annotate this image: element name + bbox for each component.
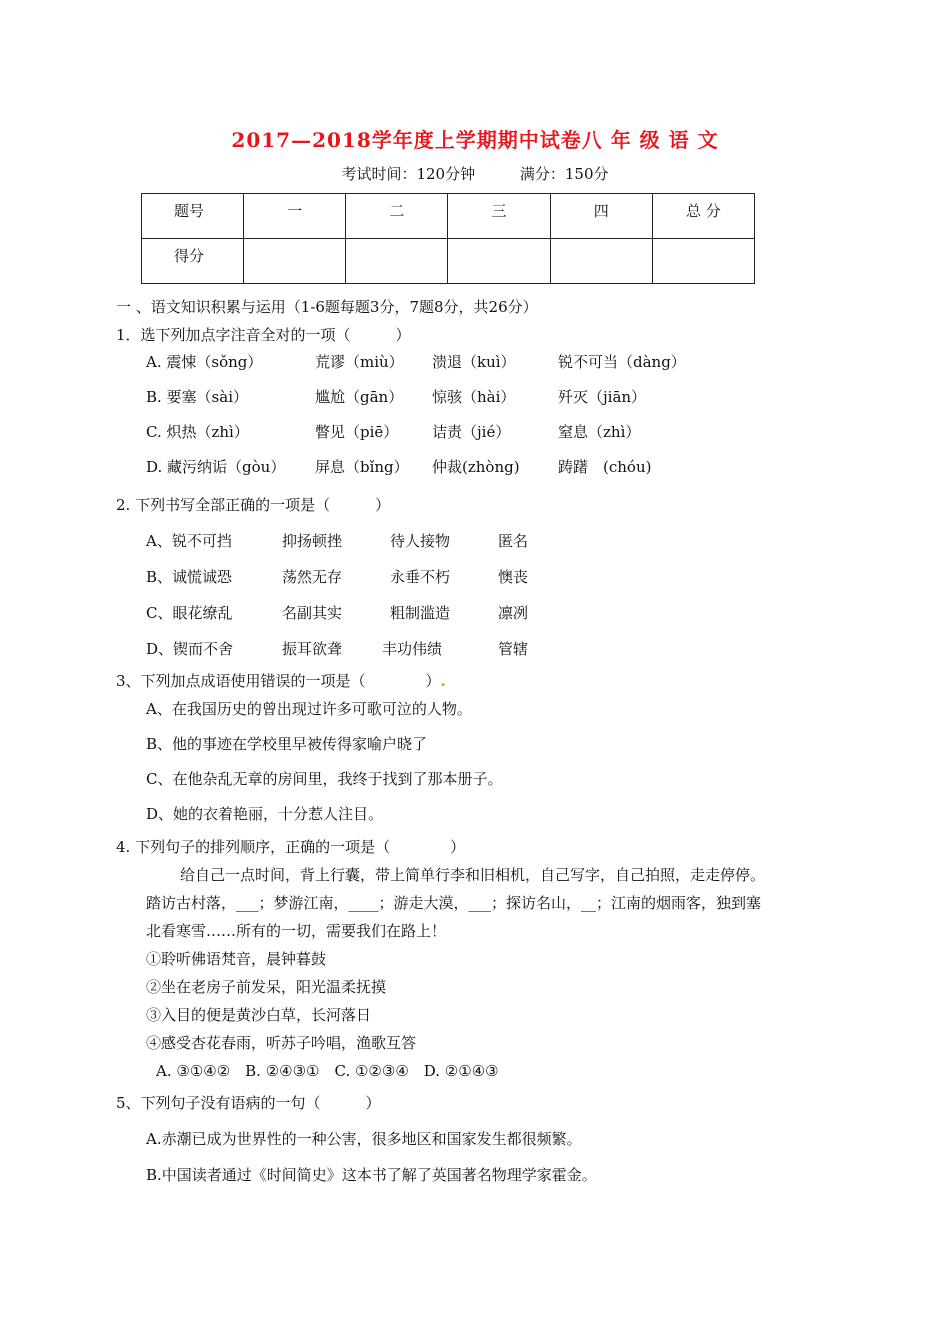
score-table-score-row (142, 239, 755, 284)
score-row-label: 得分 (142, 239, 244, 284)
q2-word: 待人接物 (390, 532, 451, 550)
score-table-header-row (142, 194, 755, 239)
score-table-header: 四 (550, 194, 652, 239)
score-table-header: 总 分 (652, 194, 754, 239)
q5-option-a: A.赤潮已成为世界性的一种公害，很多地区和国家发生都很频繁。 (146, 1130, 582, 1148)
score-cell (448, 239, 550, 284)
q3-stem-dot: . (440, 672, 446, 690)
exam-title: 2017—2018学年度上学期期中试卷八 年 级 语 文 (231, 128, 719, 152)
score-table-header: 题号 (142, 194, 244, 239)
full-score: 满分：150分 (519, 165, 609, 183)
q2-word: A、锐不可挡 (146, 532, 232, 550)
q3-stem (116, 670, 446, 691)
q4-passage-line-3: 北看寒雪……所有的一切，需要我们在路上！ (146, 922, 447, 940)
q2-word: 管辖 (498, 640, 529, 658)
q1-option-c1: C. 炽热（zhì） (146, 423, 249, 441)
q2-word: C、眼花缭乱 (146, 604, 233, 622)
q4-item-1: ①聆听佛语梵音，晨钟暮鼓 (146, 950, 327, 968)
q1-option-d4: 踌躇 (chóu) (558, 458, 652, 476)
q4-item-3: ③入目的便是黄沙白草，长河落日 (146, 1006, 372, 1024)
q2-word: 永垂不朽 (390, 568, 451, 586)
q4-answer-options: A. ③①④② B. ②④③① C. ①②③④ D. ②①④③ (156, 1062, 499, 1080)
q1-option-d2: 屏息（bǐng） (315, 458, 409, 476)
q2-word: 荡然无存 (282, 568, 343, 586)
score-table-header: 二 (346, 194, 448, 239)
score-cell (550, 239, 652, 284)
q1-option-d1: D. 藏污纳诟（gòu） (146, 458, 286, 476)
q4-item-2: ②坐在老房子前发呆，阳光温柔抚摸 (146, 978, 387, 996)
section-1-heading: 一 、语文知识积累与运用（1-6题每题3分，7题8分，共26分） (116, 298, 538, 316)
q4-passage-line-2: 踏访古村落，___；梦游江南，____；游走大漠，___；探访名山，__；江南的烟雨客，独到塞 (146, 894, 762, 912)
q2-word: 匿名 (498, 532, 529, 550)
score-cell (346, 239, 448, 284)
q1-option-a3: 溃退（kuì） (432, 353, 516, 371)
q1-option-a2: 荒谬（miù） (315, 353, 404, 371)
exam-time: 考试时间：120分钟 (341, 165, 476, 183)
q3-option-c: C、在他杂乱无章的房间里，我终于找到了那本册子。 (146, 770, 503, 788)
q3-stem-text: 3、下列加点成语使用错误的一项是（ ） (116, 672, 441, 690)
q1-option-a4: 锐不可当（dàng） (558, 353, 686, 371)
q3-option-b: B、他的事迹在学校里早被传得家喻户晓了 (146, 735, 428, 753)
q2-word: 抑扬顿挫 (282, 532, 343, 550)
q1-option-b2: 尴尬（gān） (315, 388, 404, 406)
q2-word: 凛冽 (498, 604, 529, 622)
q3-option-d: D、她的衣着艳丽，十分惹人注目。 (146, 805, 384, 823)
q1-option-b4: 歼灭（jiān） (558, 388, 647, 406)
q1-option-b1: B. 要塞（sài） (146, 388, 248, 406)
q1-stem: 1．选下列加点字注音全对的一项（ ） (116, 326, 411, 344)
q5-stem: 5、下列句子没有语病的一句（ ） (116, 1094, 381, 1112)
q2-word: B、诚慌诚恐 (146, 568, 233, 586)
score-table (141, 193, 755, 284)
q3-option-a: A、在我国历史的曾出现过许多可歌可泣的人物。 (146, 700, 472, 718)
score-table-header: 三 (448, 194, 550, 239)
q2-word: 粗制滥造 (390, 604, 451, 622)
q2-word: 懊丧 (498, 568, 529, 586)
q2-stem: 2. 下列书写全部正确的一项是（ ） (116, 496, 391, 514)
q1-option-b3: 惊骇（hài） (432, 388, 516, 406)
q4-passage-line-1: 给自己一点时间，背上行囊，带上简单行李和旧相机，自己写字，自己拍照，走走停停。 (180, 866, 766, 884)
q1-option-c2: 瞥见（piē） (315, 423, 399, 441)
q1-option-d3: 仲裁(zhòng) (432, 458, 520, 476)
q2-word: 振耳欲聋 (282, 640, 343, 658)
exam-info (0, 163, 950, 184)
q1-option-a1: A. 震悚（sǒng） (146, 353, 263, 371)
q5-option-b: B.中国读者通过《时间简史》这本书了解了英国著名物理学家霍金。 (146, 1166, 597, 1184)
score-cell (652, 239, 754, 284)
q2-word: 名副其实 (282, 604, 343, 622)
q4-item-4: ④感受杏花春雨，听苏子吟唱，渔歌互答 (146, 1034, 417, 1052)
q2-word: D、锲而不舍 (146, 640, 234, 658)
score-cell (244, 239, 346, 284)
score-table-header: 一 (244, 194, 346, 239)
q2-word: 丰功伟绩 (382, 640, 443, 658)
q1-option-c4: 窒息（zhì） (558, 423, 641, 441)
q1-option-c3: 诘责（jié） (432, 423, 511, 441)
q4-stem: 4. 下列句子的排列顺序，正确的一项是（ ） (116, 838, 466, 856)
